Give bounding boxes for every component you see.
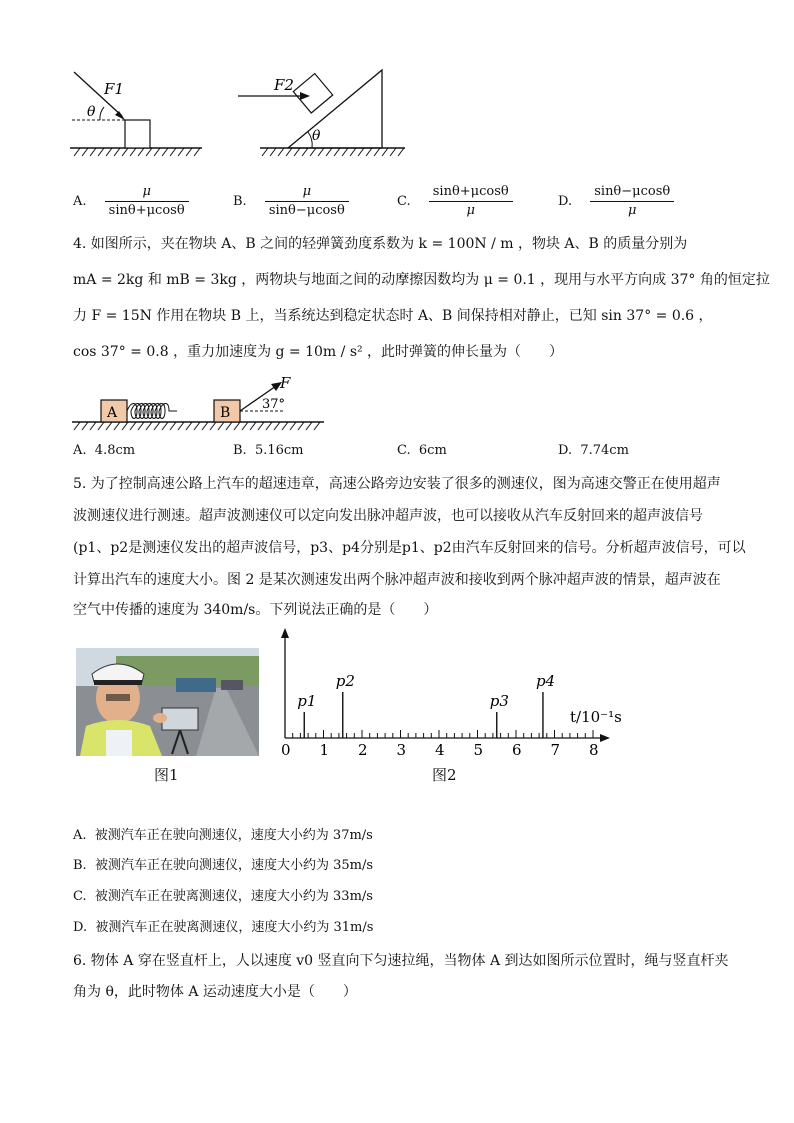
fig2-caption: 图2 [432,766,457,784]
fig1-caption: 图1 [154,766,179,784]
q5-text-line-5: 空气中传播的速度为 340m/s。下列说法正确的是（ ） [73,602,438,618]
q5-option-c[interactable]: C. 被测汽车正在驶离测速仪，速度大小约为 33m/s [73,889,373,904]
q3-figures [60,60,420,160]
q3-option-b[interactable]: B. $\frac{\mu}{\sin\theta-\mu\cos\theta}$ [233,183,349,220]
q5-text-line-3: (p1、p2是测速仪发出的超声波信号，p3、p4分别是p1、p2由汽车反射回来的信号。分析超声波信号，可以 [73,540,746,556]
q6-text-line-2: 角为 θ，此时物体 A 运动速度大小是（ ） [73,984,357,1000]
pulse-label-p1: p1 [297,692,317,710]
q4-option-a[interactable]: A. 4.8cm [73,443,136,458]
q5-text-line-4: 计算出汽车的速度大小。图 2 是某次测速发出两个脉冲超声波和接收到两个脉冲超声波的情景，超声波在 [73,572,721,588]
pulses [297,672,555,738]
traffic-police-photo [76,648,259,756]
q4-option-d[interactable]: D. 7.74cm [558,443,629,458]
q4-text-line-2: mA = 2kg 和 mB = 3kg ，两物块与地面之间的动摩擦因数均为 μ = 0.1 ，现用与水平方向成 37° 角的恒定拉 [73,272,770,288]
q5-option-d[interactable]: D. 被测汽车正在驶离测速仪，速度大小约为 31m/s [73,920,374,935]
q3-option-c[interactable]: C. $\frac{\sin\theta+\mu\cos\theta}{\mu}$ [397,183,513,220]
tick-label: 8 [589,741,599,759]
x-axis-arrow [600,734,610,742]
angle-label: θ [87,104,96,120]
q5-text-line-2: 波测速仪进行测速。超声波测速仪可以定向发出脉冲超声波，也可以接收从汽车反射回来的超声波信号 [73,508,703,524]
fig2-chart [270,628,622,760]
q4-option-b[interactable]: B. 5.16cm [233,443,304,458]
tick-label: 6 [512,741,522,759]
q3-right-figure [238,70,405,156]
spring [127,404,177,419]
tick-label: 0 [281,741,291,759]
force-label: F1 [104,80,124,98]
tick-label: 3 [396,741,407,759]
q3-left-figure [70,72,202,156]
angle-label: 37° [262,397,286,412]
q4-text-line-1: 4. 如图所示，夹在物块 A、B 之间的轻弹簧劲度系数为 k = 100N / m ，物块 A、B 的质量分别为 [73,236,688,252]
y-axis-arrow [281,628,289,638]
q3-option-a[interactable]: A. $\frac{\mu}{\sin\theta+\mu\cos\theta}$ [73,183,189,220]
tick-label: 1 [319,741,330,759]
force-label: F2 [274,76,294,94]
pulse-label-p3: p3 [489,692,509,710]
x-axis-ticks [281,730,599,759]
block [125,120,150,148]
q5-option-a[interactable]: A. 被测汽车正在驶向测速仪，速度大小约为 37m/s [73,828,373,843]
q5-text-line-1: 5. 为了控制高速公路上汽车的超速违章，高速公路旁边安装了很多的测速仪，图为高速交警正在使用超声 [73,476,721,492]
svg-text:B: B [220,405,231,421]
q6-text-line-1: 6. 物体 A 穿在竖直杆上，人以速度 v0 竖直向下匀速拉绳，当物体 A 到达如图所示位置时，绳与竖直杆夹 [73,953,729,969]
q4-text-line-3: 力 F = 15N 作用在物块 B 上，当系统达到稳定状态时 A、B 间保持相对静止，已知 sin 37° = 0.6 ， [73,308,713,324]
q4-option-c[interactable]: C. 6cm [397,443,447,458]
tick-label: 5 [473,741,484,759]
q3-option-d[interactable]: D. $\frac{\sin\theta-\mu\cos\theta}{\mu}$ [558,183,674,220]
tick-label: 2 [358,741,368,759]
svg-text:A: A [107,405,118,421]
angle-label: θ [312,128,321,144]
q4-text-line-4: cos 37° = 0.8 ，重力加速度为 g = 10m / s² ，此时弹簧的伸长量为（ ） [73,344,564,360]
pulse-label-p4: p4 [535,672,556,690]
q5-option-b[interactable]: B. 被测汽车正在驶向测速仪，速度大小约为 35m/s [73,858,374,873]
pulse-label-p2: p2 [335,672,355,690]
tick-label: 7 [550,741,561,759]
q4-figure [70,372,330,436]
tick-label: 4 [435,741,445,759]
x-axis-label: t/10⁻¹s [570,708,622,726]
force-label: F [280,374,291,392]
